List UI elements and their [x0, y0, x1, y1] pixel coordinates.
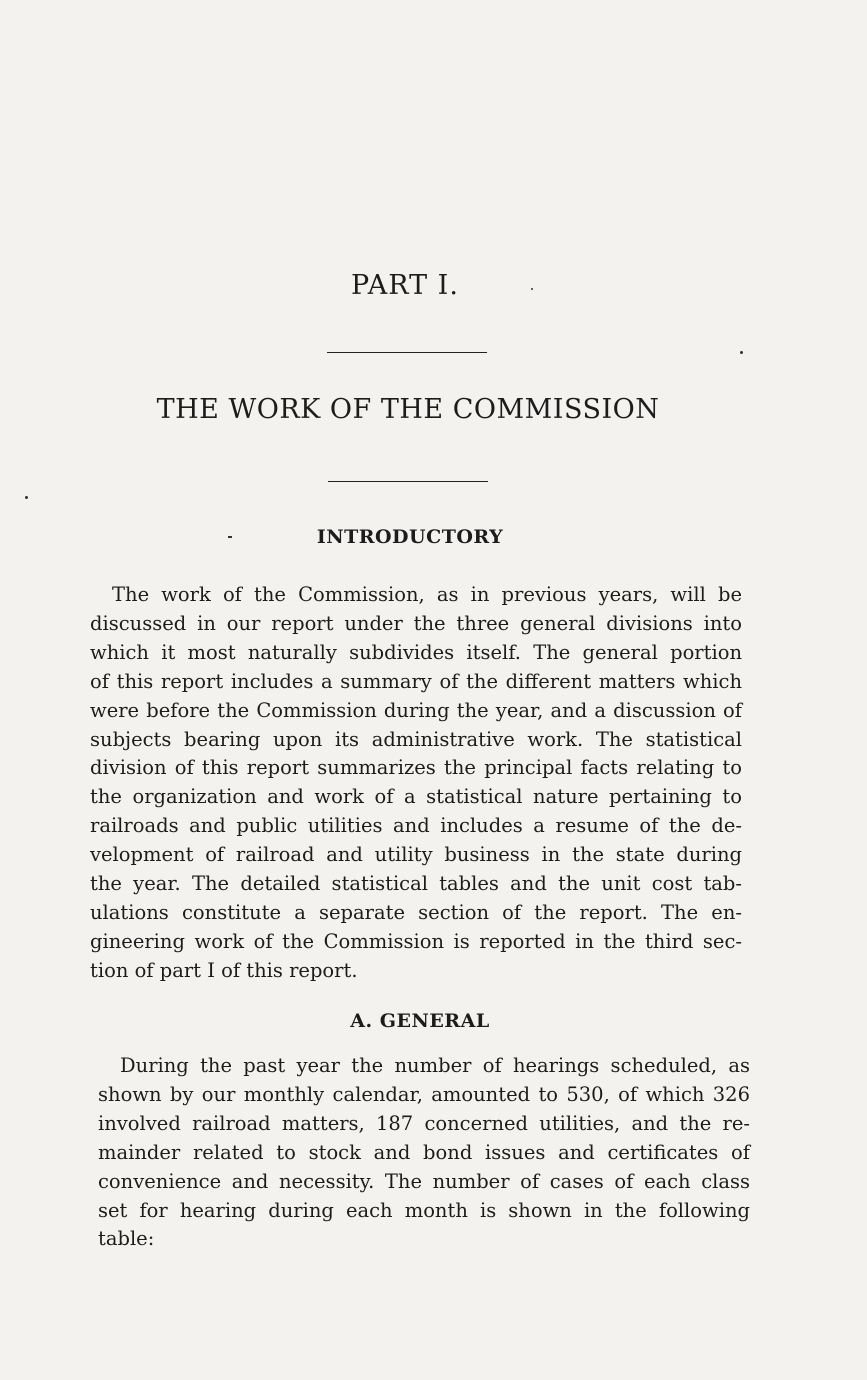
general-heading: A. GENERAL: [350, 1010, 490, 1032]
text-line: set for hearing during each month is shown in the following: [98, 1198, 750, 1222]
introductory-paragraph: [90, 581, 742, 986]
text-line: table:: [98, 1227, 155, 1251]
text-line: of this report includes a summary of the different matters which: [90, 669, 742, 693]
text-line: which it most naturally subdivides itself. The general portion: [90, 640, 742, 664]
text-line: discussed in our report under the three general divisions into: [90, 611, 742, 635]
text-line: velopment of railroad and utility business in the state during: [90, 843, 742, 867]
scan-speck: [531, 288, 533, 290]
text-line: tion of part I of this report.: [90, 958, 358, 982]
scan-speck: [25, 496, 28, 499]
general-paragraph: [98, 1052, 750, 1254]
divider-rule-bottom: [328, 481, 488, 482]
text-line: division of this report summarizes the principal facts relating to: [90, 756, 742, 780]
text-line: subjects bearing upon its administrative work. The statistical: [90, 727, 742, 751]
text-line: convenience and necessity. The number of cases of each class: [98, 1169, 750, 1193]
text-line: were before the Commission during the year, and a discussion of: [90, 698, 742, 722]
text-line: railroads and public utilities and includes a resume of the de-: [90, 814, 742, 838]
main-title: THE WORK OF THE COMMISSION: [156, 394, 660, 425]
text-line: During the past year the number of hearings scheduled, as: [120, 1054, 750, 1077]
text-line: the organization and work of a statistical nature pertaining to: [90, 785, 742, 809]
introductory-heading: INTRODUCTORY: [316, 526, 504, 548]
text-line: shown by our monthly calendar, amounted to 530, of which 326: [98, 1082, 750, 1106]
text-line: gineering work of the Commission is reported in the third sec-: [90, 929, 742, 953]
scan-speck: [228, 536, 232, 538]
part-title: PART I.: [351, 270, 459, 301]
text-line: The work of the Commission, as in previous years, will be: [112, 583, 742, 606]
divider-rule-top: [327, 352, 487, 353]
scan-speck: [740, 351, 743, 354]
text-line: the year. The detailed statistical tables and the unit cost tab-: [90, 872, 742, 896]
text-line: mainder related to stock and bond issues and certificates of: [98, 1140, 750, 1164]
text-line: ulations constitute a separate section of the report. The en-: [90, 900, 742, 924]
text-line: involved railroad matters, 187 concerned utilities, and the re-: [98, 1111, 750, 1135]
